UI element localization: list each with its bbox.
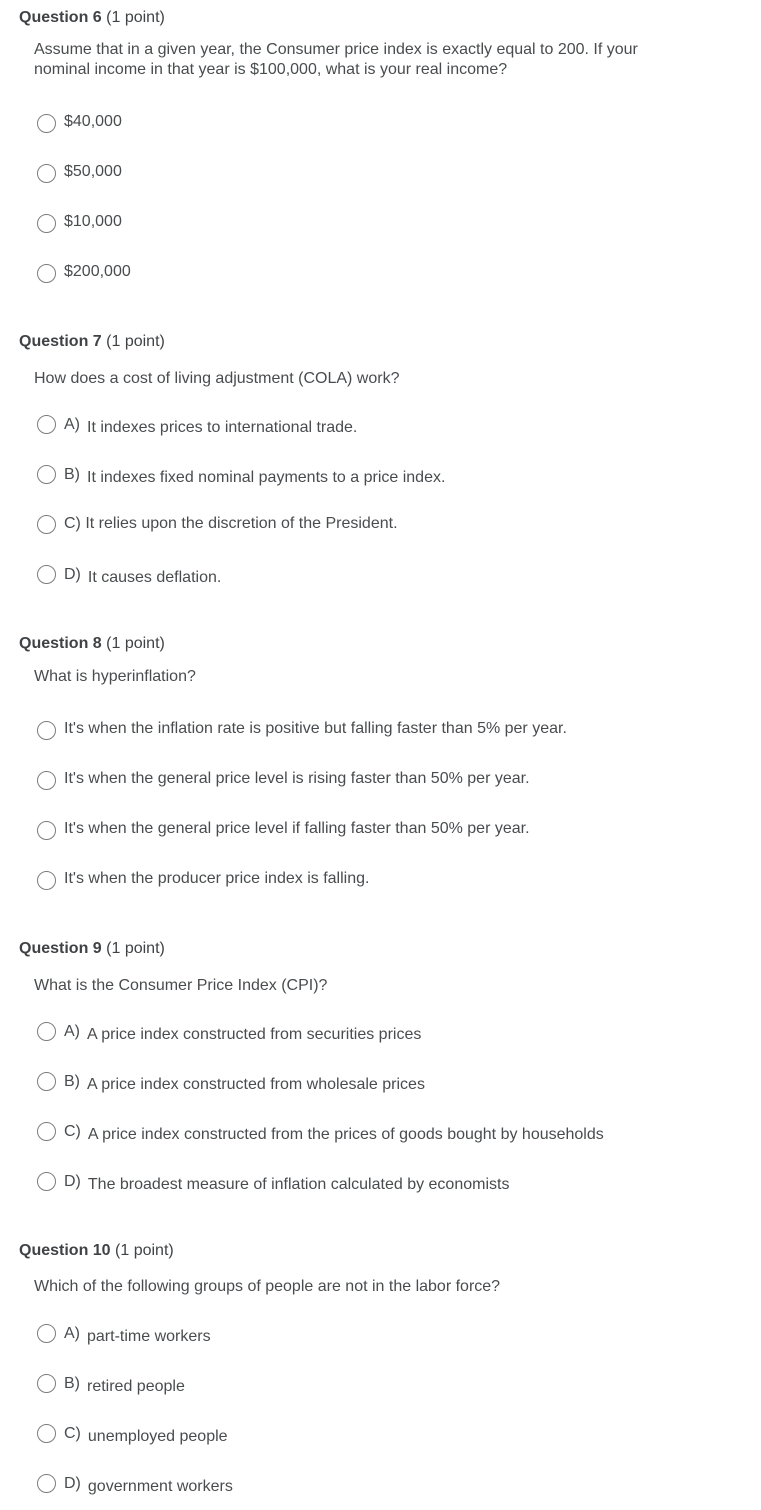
question-6-option-2-radio[interactable] [37, 164, 56, 183]
question-points: (1 point) [106, 333, 165, 350]
question-10-option-a[interactable] [64, 1325, 211, 1346]
question-9-option-d-radio[interactable] [37, 1172, 56, 1191]
question-8-option-1-radio[interactable] [37, 721, 56, 740]
question-number: Question 7 [19, 333, 102, 350]
option-text: A price index constructed from wholesale prices [87, 1076, 425, 1093]
question-9-title [19, 940, 165, 958]
question-7-option-b-radio[interactable] [37, 465, 56, 484]
question-7-option-b[interactable] [64, 466, 446, 487]
question-8-text: What is hyperinflation? [34, 668, 196, 685]
question-7-option-d[interactable] [64, 566, 222, 587]
question-6-text-line-1: Assume that in a given year, the Consumer price index is exactly equal to 200. If your [34, 41, 638, 58]
option-letter: C) [64, 1123, 81, 1140]
question-6-text-line-2: nominal income in that year is $100,000, what is your real income? [34, 61, 508, 78]
question-7-option-a-radio[interactable] [37, 415, 56, 434]
question-6-title [19, 9, 165, 27]
question-9-text: What is the Consumer Price Index (CPI)? [34, 977, 328, 994]
question-7-option-d-radio[interactable] [37, 565, 56, 584]
option-letter: B) [64, 1375, 80, 1392]
question-8-option-3[interactable] [64, 820, 530, 838]
option-text: It's when the general price level is rising faster than 50% per year. [64, 770, 530, 787]
question-10-option-b-radio[interactable] [37, 1374, 56, 1393]
question-9-option-b[interactable] [64, 1073, 425, 1094]
question-10-option-c-radio[interactable] [37, 1424, 56, 1443]
question-6-option-1-radio[interactable] [37, 114, 56, 133]
option-text: $200,000 [64, 263, 131, 280]
question-10-option-b[interactable] [64, 1375, 185, 1396]
question-9-option-a[interactable] [64, 1023, 422, 1044]
question-number: Question 6 [19, 9, 102, 26]
question-8-option-3-radio[interactable] [37, 821, 56, 840]
question-7-option-a[interactable] [64, 416, 358, 437]
question-number: Question 8 [19, 635, 102, 652]
option-text: $10,000 [64, 213, 122, 230]
question-8-option-2-radio[interactable] [37, 771, 56, 790]
question-9-option-c-radio[interactable] [37, 1122, 56, 1141]
option-letter: A) [64, 416, 80, 433]
question-6-option-2[interactable] [64, 163, 122, 181]
question-10-title [19, 1242, 174, 1260]
option-text: unemployed people [87, 1428, 228, 1445]
option-text: A price index constructed from securities prices [87, 1026, 422, 1043]
question-10-option-d[interactable] [64, 1475, 233, 1496]
option-text: It indexes prices to international trade. [87, 419, 358, 436]
option-text: government workers [87, 1478, 233, 1495]
question-7-option-c[interactable] [64, 515, 398, 533]
question-number: Question 9 [19, 940, 102, 957]
question-9-option-d[interactable] [64, 1173, 510, 1194]
question-7-title [19, 333, 165, 351]
option-letter: D) [64, 1173, 81, 1190]
option-letter: B) [64, 1073, 80, 1090]
question-7-option-c-radio[interactable] [37, 515, 56, 534]
question-9-option-a-radio[interactable] [37, 1022, 56, 1041]
question-6-option-4-radio[interactable] [37, 264, 56, 283]
question-6-option-1[interactable] [64, 113, 122, 131]
option-text: It causes deflation. [87, 569, 222, 586]
option-letter: B) [64, 466, 80, 483]
option-text: The broadest measure of inflation calculated by economists [87, 1176, 510, 1193]
option-letter: C) [64, 1425, 81, 1442]
question-9-option-c[interactable] [64, 1123, 604, 1144]
question-8-option-1[interactable] [64, 720, 567, 738]
option-text: It indexes fixed nominal payments to a price index. [87, 469, 446, 486]
question-6-option-3-radio[interactable] [37, 214, 56, 233]
question-points: (1 point) [106, 940, 165, 957]
question-8-option-4-radio[interactable] [37, 871, 56, 890]
question-10-option-a-radio[interactable] [37, 1324, 56, 1343]
option-letter: D) [64, 566, 81, 583]
question-10-text: Which of the following groups of people are not in the labor force? [34, 1278, 501, 1295]
option-text: retired people [87, 1378, 185, 1395]
option-text: A price index constructed from the prices of goods bought by households [87, 1126, 604, 1143]
option-text: C) It relies upon the discretion of the President. [64, 515, 398, 532]
question-6-option-3[interactable] [64, 213, 122, 231]
question-8-option-4[interactable] [64, 870, 369, 888]
question-10-option-d-radio[interactable] [37, 1474, 56, 1493]
option-text: $40,000 [64, 113, 122, 130]
question-9-option-b-radio[interactable] [37, 1072, 56, 1091]
question-number: Question 10 [19, 1242, 111, 1259]
question-6-option-4[interactable] [64, 263, 131, 281]
question-8-option-2[interactable] [64, 770, 530, 788]
question-points: (1 point) [115, 1242, 174, 1259]
option-letter: A) [64, 1023, 80, 1040]
option-text: part-time workers [87, 1328, 211, 1345]
option-text: It's when the general price level if falling faster than 50% per year. [64, 820, 530, 837]
option-text: $50,000 [64, 163, 122, 180]
question-8-title [19, 635, 165, 653]
option-text: It's when the inflation rate is positive but falling faster than 5% per year. [64, 720, 567, 737]
option-letter: D) [64, 1475, 81, 1492]
question-points: (1 point) [106, 9, 165, 26]
question-points: (1 point) [106, 635, 165, 652]
option-letter: A) [64, 1325, 80, 1342]
question-7-text: How does a cost of living adjustment (COLA) work? [34, 370, 400, 387]
option-text: It's when the producer price index is falling. [64, 870, 370, 887]
question-10-option-c[interactable] [64, 1425, 228, 1446]
